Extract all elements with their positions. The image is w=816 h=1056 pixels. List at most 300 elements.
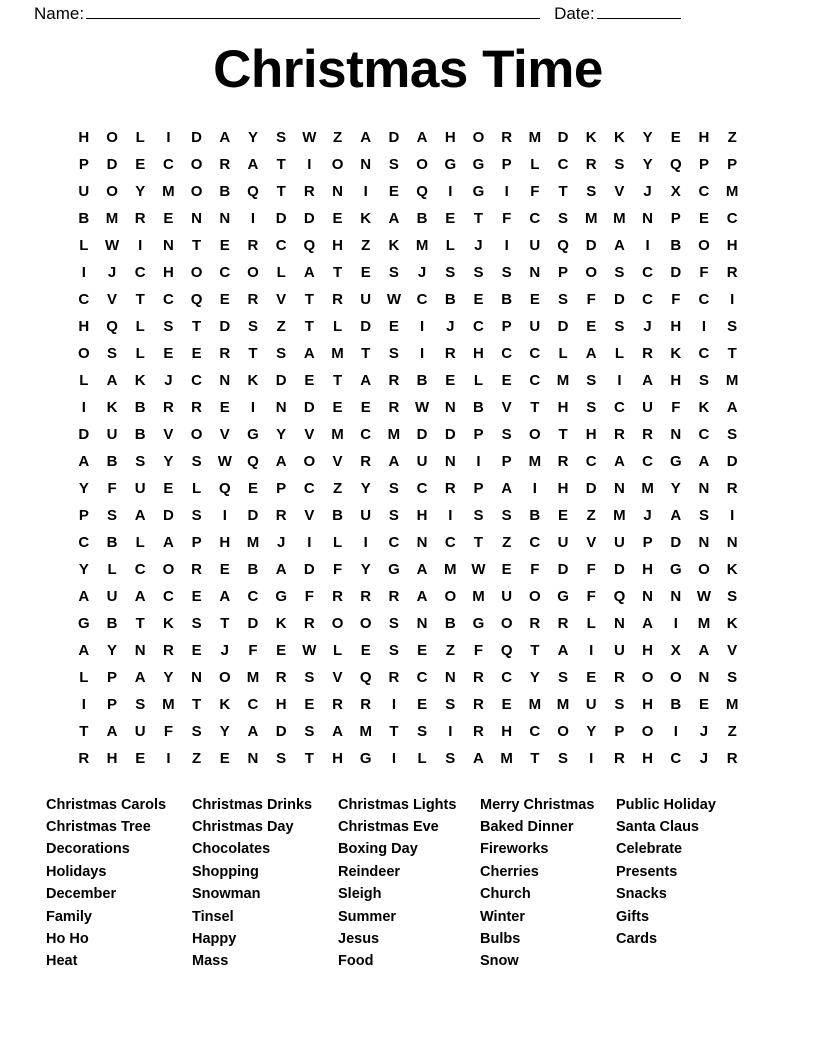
grid-cell[interactable]: G	[557, 587, 569, 605]
grid-cell[interactable]: Q	[218, 479, 231, 497]
grid-cell[interactable]: S	[276, 749, 287, 767]
grid-cell[interactable]: N	[219, 209, 231, 227]
grid-cell[interactable]: T	[304, 317, 314, 335]
grid-cell[interactable]: Q	[613, 587, 626, 605]
grid-cell[interactable]: S	[501, 506, 512, 524]
grid-cell[interactable]: N	[134, 641, 146, 659]
word-list-item[interactable]: Chocolates	[192, 841, 271, 858]
grid-cell[interactable]: M	[725, 371, 739, 389]
grid-cell[interactable]: M	[613, 506, 626, 524]
grid-cell[interactable]: R	[332, 290, 343, 308]
grid-cell[interactable]: I	[589, 749, 594, 767]
grid-cell[interactable]: R	[585, 155, 597, 173]
grid-cell[interactable]: C	[529, 344, 541, 362]
word-list-item[interactable]: Sleigh	[338, 886, 382, 903]
grid-cell[interactable]: R	[219, 344, 231, 362]
grid-cell[interactable]: N	[670, 587, 682, 605]
grid-cell[interactable]: C	[162, 290, 174, 308]
grid-cell[interactable]: A	[501, 479, 513, 497]
grid-cell[interactable]: D	[303, 209, 315, 227]
grid-cell[interactable]: P	[642, 533, 653, 551]
grid-cell[interactable]: R	[613, 425, 625, 443]
word-list-item[interactable]: Snow	[480, 953, 519, 970]
grid-cell[interactable]: C	[416, 290, 428, 308]
grid-cell[interactable]: B	[332, 506, 343, 524]
grid-cell[interactable]: M	[500, 749, 513, 767]
grid-cell[interactable]: S	[586, 182, 597, 200]
grid-cell[interactable]: T	[530, 641, 540, 659]
grid-cell[interactable]: O	[78, 344, 90, 362]
grid-cell[interactable]: J	[643, 317, 652, 335]
grid-cell[interactable]: S	[191, 722, 202, 740]
grid-cell[interactable]: J	[699, 749, 709, 767]
grid-cell[interactable]: E	[191, 587, 202, 605]
grid-cell[interactable]: R	[726, 749, 738, 767]
grid-cell[interactable]: T	[79, 722, 89, 740]
grid-cell[interactable]: H	[473, 344, 484, 362]
word-list-item[interactable]: Mass	[192, 953, 229, 970]
grid-cell[interactable]: D	[78, 425, 90, 443]
word-list-item[interactable]: Happy	[192, 931, 237, 948]
grid-cell[interactable]: N	[416, 533, 428, 551]
grid-cell[interactable]: S	[614, 317, 625, 335]
word-list-item[interactable]: Christmas Eve	[338, 819, 439, 836]
grid-cell[interactable]: I	[391, 695, 396, 713]
grid-cell[interactable]: A	[162, 533, 174, 551]
word-list-item[interactable]: Jesus	[338, 931, 380, 948]
grid-cell[interactable]: F	[248, 641, 258, 659]
grid-cell[interactable]: Y	[219, 722, 230, 740]
grid-cell[interactable]: H	[501, 722, 513, 740]
grid-cell[interactable]: T	[276, 182, 286, 200]
grid-cell[interactable]: L	[135, 344, 145, 362]
grid-cell[interactable]: I	[307, 533, 312, 551]
grid-cell[interactable]: M	[641, 479, 654, 497]
grid-cell[interactable]: D	[726, 452, 738, 470]
grid-cell[interactable]: A	[219, 128, 231, 146]
grid-cell[interactable]: V	[727, 641, 738, 659]
word-list-item[interactable]: Celebrate	[616, 841, 683, 858]
grid-cell[interactable]: C	[529, 722, 541, 740]
grid-cell[interactable]: P	[501, 452, 512, 470]
grid-cell[interactable]: E	[135, 155, 146, 173]
grid-cell[interactable]: A	[134, 587, 146, 605]
grid-cell[interactable]: Z	[586, 506, 596, 524]
grid-cell[interactable]: E	[276, 641, 287, 659]
grid-cell[interactable]: A	[275, 452, 287, 470]
grid-cell[interactable]: Z	[727, 722, 737, 740]
grid-cell[interactable]: F	[163, 722, 173, 740]
grid-cell[interactable]: Q	[500, 641, 513, 659]
grid-cell[interactable]: J	[107, 263, 117, 281]
grid-cell[interactable]: K	[134, 371, 146, 389]
word-list-item[interactable]: Presents	[616, 863, 678, 880]
grid-cell[interactable]: G	[444, 155, 457, 173]
grid-cell[interactable]: V	[107, 290, 118, 308]
grid-cell[interactable]: S	[388, 506, 399, 524]
grid-cell[interactable]: E	[698, 695, 709, 713]
grid-cell[interactable]: R	[247, 236, 259, 254]
grid-cell[interactable]: Q	[416, 182, 428, 200]
grid-cell[interactable]: R	[219, 155, 231, 173]
grid-cell[interactable]: I	[673, 614, 678, 632]
grid-cell[interactable]: C	[191, 371, 203, 389]
grid-cell[interactable]: K	[162, 614, 174, 632]
word-list-item[interactable]: Bulbs	[480, 931, 521, 948]
grid-cell[interactable]: B	[670, 236, 682, 254]
grid-cell[interactable]: K	[726, 560, 738, 578]
word-list-item[interactable]: Baked Dinner	[480, 819, 574, 836]
grid-cell[interactable]: U	[529, 317, 541, 335]
grid-cell[interactable]: H	[670, 371, 682, 389]
grid-cell[interactable]: I	[81, 263, 86, 281]
grid-cell[interactable]: V	[332, 668, 343, 686]
grid-cell[interactable]: I	[730, 506, 735, 524]
grid-cell[interactable]: M	[331, 344, 344, 362]
grid-cell[interactable]: R	[529, 614, 541, 632]
grid-cell[interactable]: I	[589, 641, 594, 659]
grid-cell[interactable]: E	[388, 317, 399, 335]
date-write-line[interactable]	[597, 5, 681, 19]
word-list-item[interactable]: Reindeer	[338, 863, 401, 880]
word-list-item[interactable]: Gifts	[616, 908, 650, 925]
grid-cell[interactable]: I	[307, 155, 312, 173]
grid-cell[interactable]: P	[698, 155, 709, 173]
grid-cell[interactable]: N	[529, 263, 541, 281]
grid-cell[interactable]: A	[473, 749, 484, 767]
grid-cell[interactable]: S	[614, 695, 625, 713]
grid-cell[interactable]: C	[726, 209, 738, 227]
grid-cell[interactable]: R	[642, 425, 654, 443]
grid-cell[interactable]: D	[247, 614, 259, 632]
grid-cell[interactable]: C	[388, 533, 400, 551]
grid-cell[interactable]: D	[388, 128, 400, 146]
grid-cell[interactable]: K	[585, 128, 597, 146]
grid-cell[interactable]: I	[701, 317, 707, 335]
grid-cell[interactable]: E	[135, 749, 146, 767]
grid-cell[interactable]: C	[529, 209, 541, 227]
grid-cell[interactable]: R	[332, 695, 343, 713]
grid-cell[interactable]: D	[670, 263, 682, 281]
grid-cell[interactable]: A	[557, 641, 569, 659]
grid-cell[interactable]: I	[138, 236, 143, 254]
grid-cell[interactable]: S	[501, 263, 512, 281]
grid-cell[interactable]: T	[135, 614, 145, 632]
grid-cell[interactable]: S	[191, 452, 202, 470]
grid-cell[interactable]: O	[106, 182, 118, 200]
grid-cell[interactable]: R	[557, 452, 569, 470]
grid-cell[interactable]: D	[444, 425, 456, 443]
grid-cell[interactable]: C	[134, 560, 146, 578]
grid-cell[interactable]: N	[613, 479, 625, 497]
grid-cell[interactable]: O	[585, 263, 598, 281]
grid-cell[interactable]: M	[162, 695, 175, 713]
grid-cell[interactable]: R	[275, 506, 287, 524]
grid-cell[interactable]: R	[613, 668, 625, 686]
grid-cell[interactable]: Z	[502, 533, 512, 551]
grid-cell[interactable]: S	[727, 587, 738, 605]
grid-cell[interactable]: D	[613, 290, 625, 308]
grid-cell[interactable]: E	[445, 209, 456, 227]
grid-cell[interactable]: D	[275, 722, 287, 740]
grid-cell[interactable]: I	[532, 479, 537, 497]
grid-cell[interactable]: O	[190, 182, 203, 200]
grid-cell[interactable]: E	[332, 398, 343, 416]
grid-cell[interactable]: R	[191, 398, 203, 416]
grid-cell[interactable]: S	[445, 749, 456, 767]
grid-cell[interactable]: M	[528, 128, 542, 146]
grid-cell[interactable]: K	[219, 695, 231, 713]
grid-cell[interactable]: P	[78, 506, 89, 524]
grid-cell[interactable]: R	[134, 209, 146, 227]
grid-cell[interactable]: C	[416, 479, 428, 497]
grid-cell[interactable]: M	[162, 182, 175, 200]
grid-cell[interactable]: S	[727, 317, 738, 335]
word-list-item[interactable]: Cherries	[480, 863, 539, 880]
grid-cell[interactable]: M	[359, 722, 372, 740]
grid-cell[interactable]: U	[613, 533, 625, 551]
grid-cell[interactable]: A	[388, 209, 400, 227]
grid-cell[interactable]: R	[360, 695, 372, 713]
grid-cell[interactable]: Y	[163, 452, 174, 470]
word-list-item[interactable]: Church	[480, 886, 531, 903]
grid-cell[interactable]: S	[191, 614, 202, 632]
grid-cell[interactable]: R	[557, 614, 569, 632]
grid-cell[interactable]: O	[500, 614, 513, 632]
grid-cell[interactable]: L	[107, 560, 117, 578]
grid-cell[interactable]: J	[446, 317, 455, 335]
grid-cell[interactable]: E	[501, 695, 512, 713]
grid-cell[interactable]: D	[585, 236, 597, 254]
grid-cell[interactable]: L	[586, 614, 596, 632]
grid-cell[interactable]: N	[613, 614, 625, 632]
grid-cell[interactable]: A	[698, 452, 710, 470]
grid-cell[interactable]: W	[302, 128, 317, 146]
grid-cell[interactable]: F	[304, 587, 314, 605]
grid-cell[interactable]: A	[134, 668, 146, 686]
grid-cell[interactable]: E	[219, 749, 230, 767]
grid-cell[interactable]: W	[386, 290, 401, 308]
word-list-item[interactable]: Christmas Drinks	[192, 796, 313, 813]
grid-cell[interactable]: S	[388, 614, 399, 632]
grid-cell[interactable]: P	[107, 695, 118, 713]
grid-cell[interactable]: G	[472, 614, 485, 632]
grid-cell[interactable]: R	[726, 479, 738, 497]
grid-cell[interactable]: I	[617, 371, 622, 389]
grid-cell[interactable]: C	[613, 398, 625, 416]
grid-cell[interactable]: H	[416, 506, 428, 524]
grid-cell[interactable]: Q	[669, 155, 682, 173]
grid-cell[interactable]: E	[163, 479, 174, 497]
grid-cell[interactable]: A	[670, 506, 682, 524]
grid-cell[interactable]: F	[107, 479, 117, 497]
grid-cell[interactable]: K	[275, 614, 287, 632]
grid-cell[interactable]: O	[247, 263, 259, 281]
grid-cell[interactable]: S	[586, 398, 597, 416]
grid-cell[interactable]: I	[448, 722, 453, 740]
grid-cell[interactable]: T	[304, 749, 314, 767]
grid-cell[interactable]: D	[557, 317, 569, 335]
grid-cell[interactable]: V	[163, 425, 174, 443]
grid-cell[interactable]: J	[164, 371, 173, 389]
grid-cell[interactable]: U	[416, 452, 428, 470]
grid-cell[interactable]: E	[360, 263, 371, 281]
grid-cell[interactable]: I	[504, 182, 509, 200]
grid-cell[interactable]: P	[614, 722, 625, 740]
grid-cell[interactable]: Q	[247, 452, 259, 470]
grid-cell[interactable]: S	[388, 344, 399, 362]
grid-cell[interactable]: S	[417, 722, 428, 740]
grid-cell[interactable]: R	[388, 587, 400, 605]
grid-cell[interactable]: M	[472, 587, 485, 605]
grid-cell[interactable]: G	[247, 425, 259, 443]
grid-cell[interactable]: O	[190, 263, 203, 281]
word-list-item[interactable]: Ho Ho	[46, 931, 89, 948]
grid-cell[interactable]: C	[416, 668, 428, 686]
grid-cell[interactable]: K	[726, 614, 738, 632]
grid-cell[interactable]: O	[698, 236, 710, 254]
grid-cell[interactable]: E	[417, 695, 428, 713]
grid-cell[interactable]: Y	[670, 479, 681, 497]
grid-cell[interactable]: S	[614, 155, 625, 173]
grid-cell[interactable]: B	[416, 371, 428, 389]
grid-cell[interactable]: N	[275, 398, 287, 416]
grid-cell[interactable]: D	[275, 209, 287, 227]
word-list-item[interactable]: Santa Claus	[616, 819, 699, 836]
grid-cell[interactable]: E	[332, 209, 343, 227]
grid-cell[interactable]: I	[448, 506, 453, 524]
grid-cell[interactable]: H	[78, 128, 90, 146]
grid-cell[interactable]: H	[642, 641, 654, 659]
word-list-item[interactable]: Fireworks	[480, 841, 549, 858]
grid-cell[interactable]: J	[699, 722, 709, 740]
grid-cell[interactable]: A	[416, 128, 428, 146]
grid-cell[interactable]: P	[501, 317, 512, 335]
grid-cell[interactable]: N	[416, 614, 428, 632]
grid-cell[interactable]: P	[107, 668, 118, 686]
grid-cell[interactable]: C	[529, 371, 541, 389]
grid-cell[interactable]: C	[501, 668, 513, 686]
grid-cell[interactable]: G	[472, 182, 485, 200]
grid-cell[interactable]: D	[360, 317, 372, 335]
name-write-line[interactable]	[86, 5, 540, 19]
grid-cell[interactable]: R	[332, 587, 343, 605]
grid-cell[interactable]: M	[725, 182, 739, 200]
grid-cell[interactable]: S	[558, 668, 569, 686]
grid-cell[interactable]: L	[79, 371, 89, 389]
grid-cell[interactable]: S	[191, 506, 202, 524]
grid-cell[interactable]: T	[558, 425, 568, 443]
grid-cell[interactable]: B	[444, 290, 456, 308]
grid-cell[interactable]: T	[530, 398, 540, 416]
grid-cell[interactable]: U	[78, 182, 90, 200]
grid-cell[interactable]: F	[586, 587, 596, 605]
grid-cell[interactable]: O	[557, 722, 569, 740]
grid-cell[interactable]: H	[162, 263, 174, 281]
grid-cell[interactable]: U	[529, 236, 541, 254]
grid-cell[interactable]: C	[698, 425, 710, 443]
grid-cell[interactable]: P	[191, 533, 202, 551]
grid-cell[interactable]: I	[730, 290, 735, 308]
grid-cell[interactable]: S	[276, 128, 287, 146]
grid-cell[interactable]: I	[363, 533, 368, 551]
grid-cell[interactable]: V	[304, 425, 315, 443]
grid-cell[interactable]: C	[162, 155, 174, 173]
grid-cell[interactable]: L	[135, 533, 145, 551]
word-list-item[interactable]: Boxing Day	[338, 841, 418, 858]
grid-cell[interactable]: M	[444, 560, 457, 578]
grid-cell[interactable]: S	[445, 263, 456, 281]
grid-cell[interactable]: H	[557, 479, 569, 497]
grid-cell[interactable]: B	[670, 695, 682, 713]
grid-cell[interactable]: K	[613, 128, 625, 146]
grid-cell[interactable]: R	[444, 479, 456, 497]
grid-cell[interactable]: R	[78, 749, 90, 767]
word-list-item[interactable]: Tinsel	[192, 908, 234, 925]
grid-cell[interactable]: H	[106, 749, 118, 767]
word-list-item[interactable]: Food	[338, 953, 374, 970]
word-list-item[interactable]: Winter	[480, 908, 525, 925]
grid-cell[interactable]: O	[331, 614, 344, 632]
grid-cell[interactable]: Z	[361, 236, 371, 254]
word-list-item[interactable]: Christmas Day	[192, 819, 294, 836]
grid-cell[interactable]: N	[332, 182, 343, 200]
grid-cell[interactable]: E	[445, 371, 456, 389]
grid-cell[interactable]: G	[669, 452, 682, 470]
grid-cell[interactable]: Y	[78, 560, 89, 578]
grid-cell[interactable]: T	[473, 209, 484, 227]
grid-cell[interactable]: W	[415, 398, 430, 416]
grid-cell[interactable]: C	[642, 452, 654, 470]
grid-cell[interactable]: R	[642, 344, 654, 362]
grid-cell[interactable]: M	[105, 209, 119, 227]
grid-cell[interactable]: B	[529, 506, 541, 524]
grid-cell[interactable]: D	[162, 506, 174, 524]
word-list-item[interactable]: Shopping	[192, 863, 259, 880]
grid-cell[interactable]: F	[473, 641, 484, 659]
grid-cell[interactable]: Z	[276, 317, 286, 335]
grid-cell[interactable]: C	[529, 533, 541, 551]
grid-cell[interactable]: L	[473, 371, 484, 389]
grid-cell[interactable]: O	[444, 587, 457, 605]
grid-cell[interactable]: K	[698, 398, 710, 416]
grid-cell[interactable]: O	[190, 425, 203, 443]
grid-cell[interactable]: I	[250, 209, 256, 227]
grid-cell[interactable]: O	[416, 155, 428, 173]
grid-cell[interactable]: O	[669, 668, 682, 686]
grid-cell[interactable]: T	[530, 749, 540, 767]
grid-cell[interactable]: C	[219, 263, 231, 281]
grid-cell[interactable]: V	[501, 398, 512, 416]
grid-cell[interactable]: B	[134, 398, 146, 416]
grid-cell[interactable]: R	[473, 722, 484, 740]
grid-cell[interactable]: C	[698, 290, 710, 308]
grid-cell[interactable]: N	[670, 425, 682, 443]
word-list-item[interactable]: Summer	[338, 908, 397, 925]
grid-cell[interactable]: C	[360, 425, 372, 443]
grid-cell[interactable]: S	[558, 290, 569, 308]
grid-cell[interactable]: O	[529, 425, 541, 443]
grid-cell[interactable]: E	[219, 560, 230, 578]
grid-cell[interactable]: F	[586, 290, 596, 308]
grid-cell[interactable]: E	[304, 371, 315, 389]
grid-cell[interactable]: R	[162, 398, 174, 416]
grid-cell[interactable]: F	[530, 560, 540, 578]
grid-cell[interactable]: I	[391, 749, 396, 767]
grid-cell[interactable]: J	[276, 533, 286, 551]
grid-cell[interactable]: R	[360, 587, 372, 605]
grid-cell[interactable]: I	[504, 236, 509, 254]
